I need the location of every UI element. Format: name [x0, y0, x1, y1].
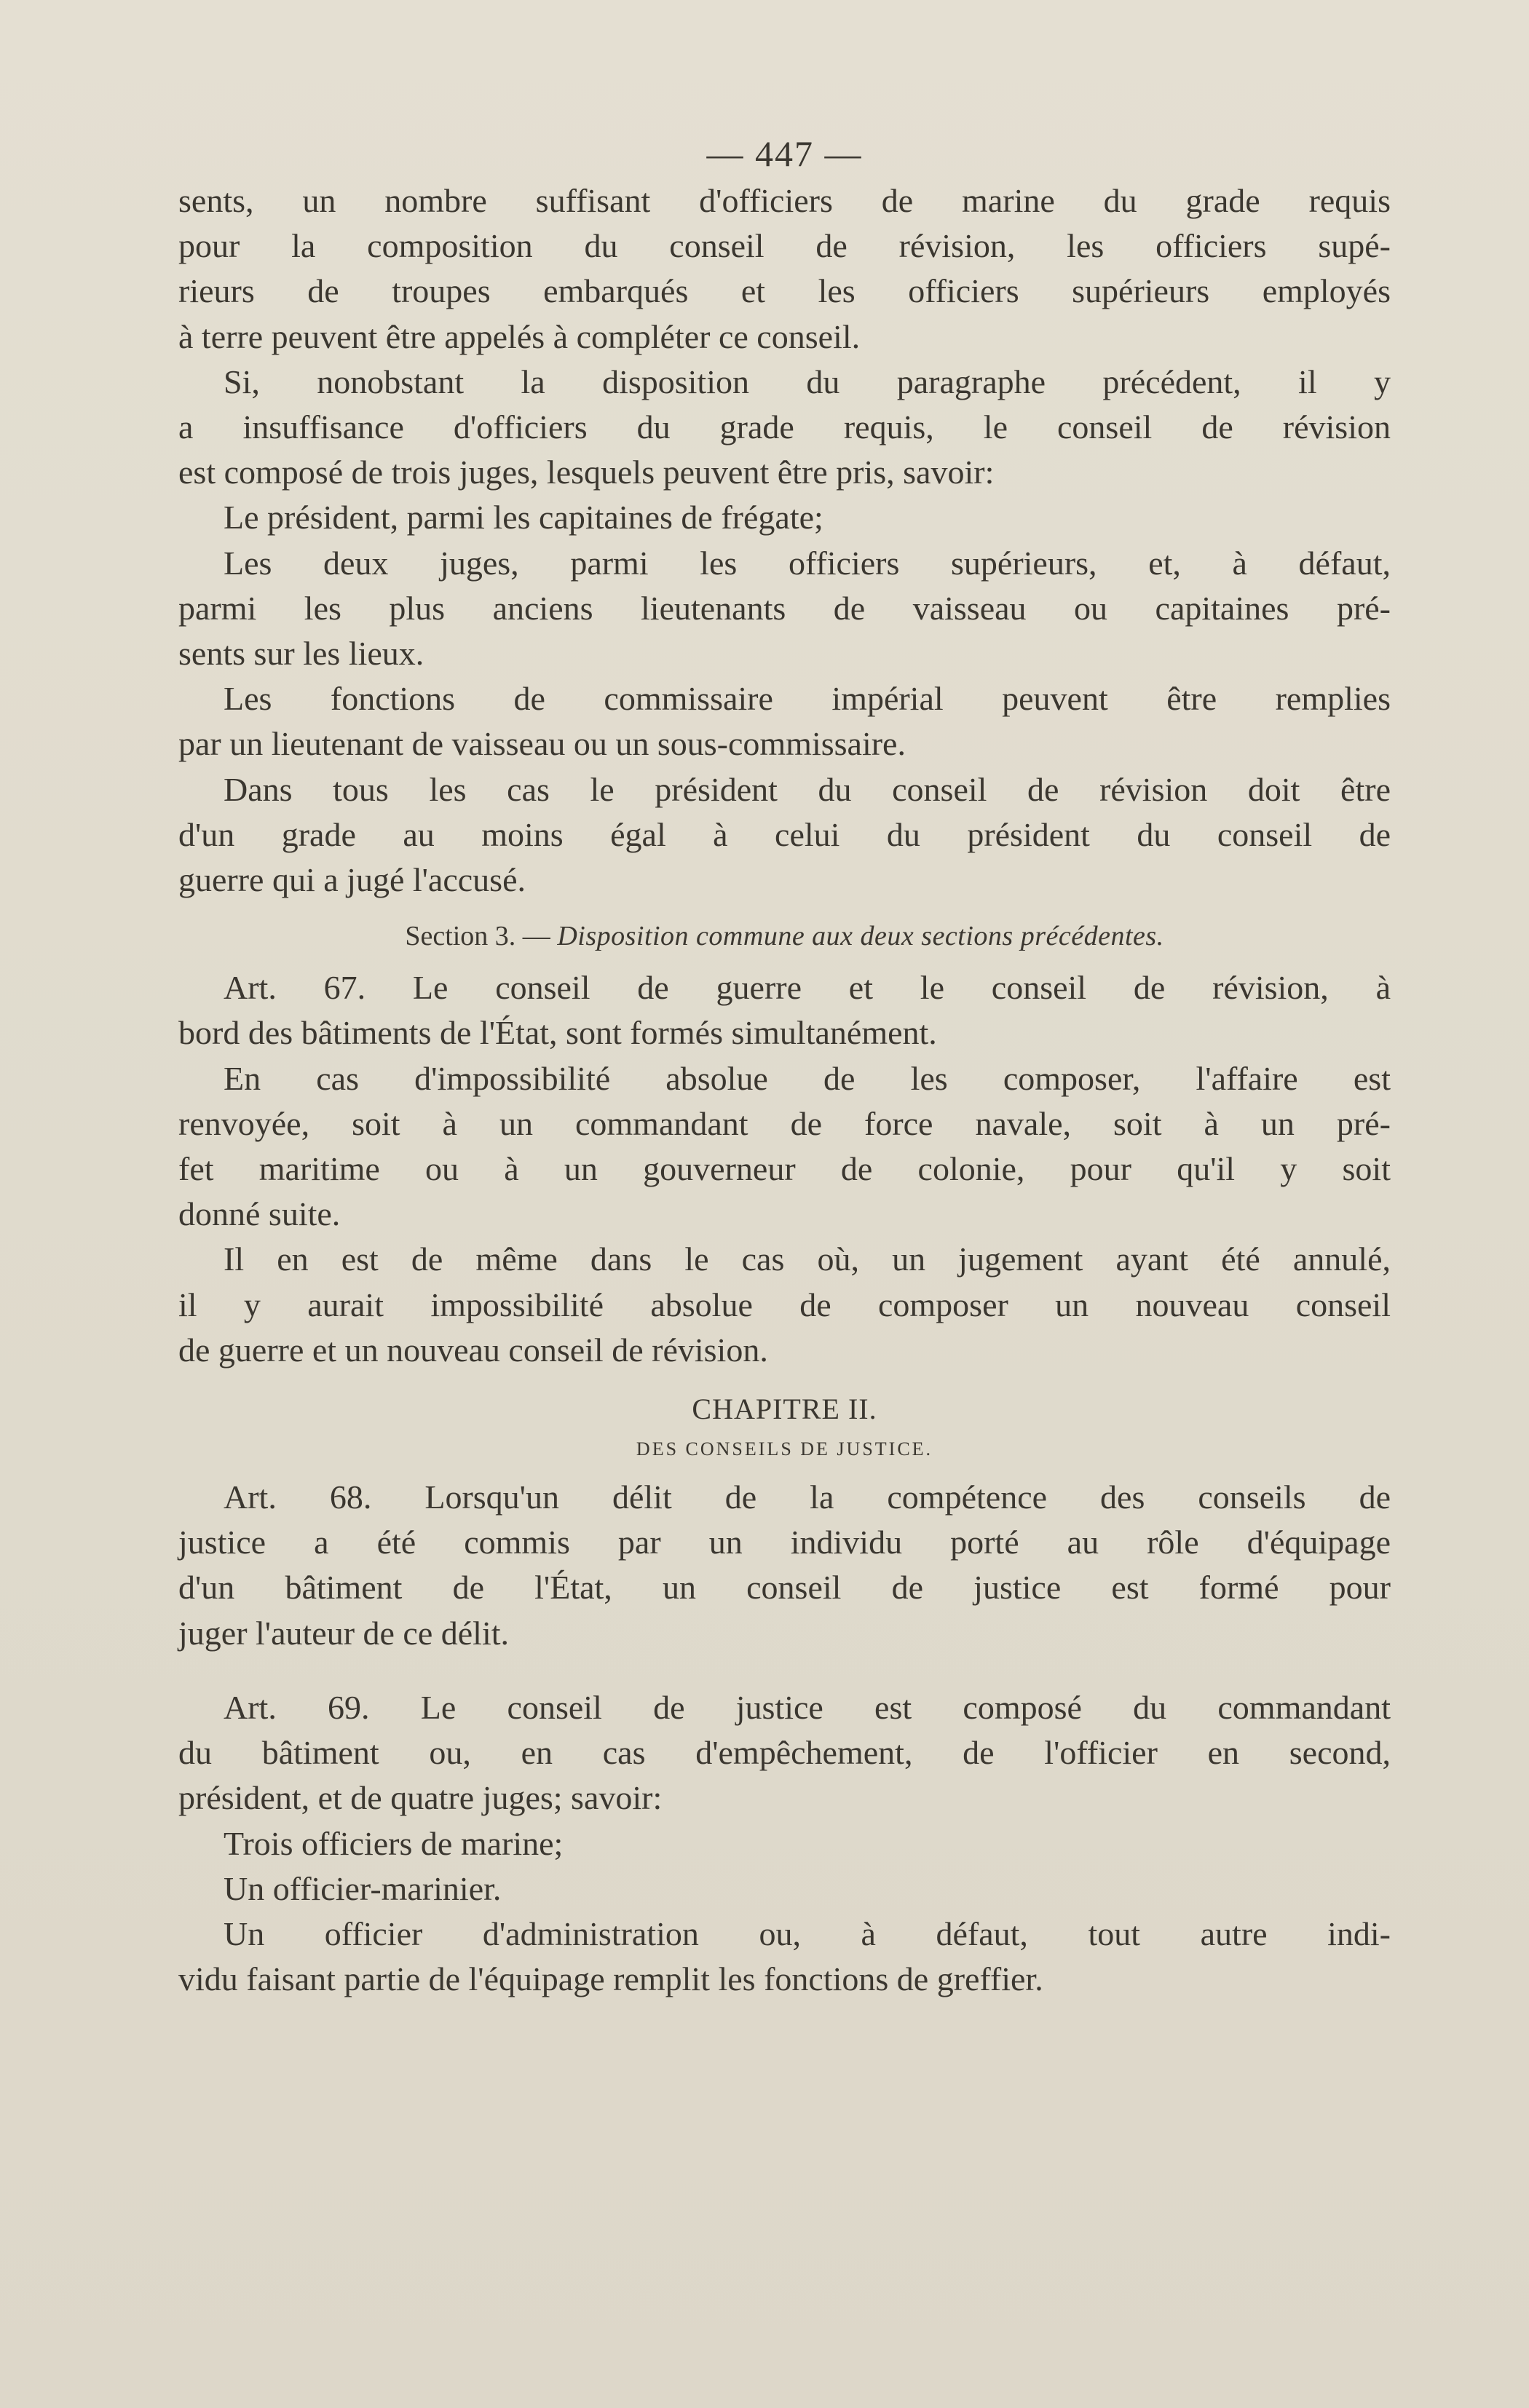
text-line: Il en est de même dans le cas où, un jugement ayant été annulé, — [224, 1240, 1391, 1278]
text-line: Trois officiers de marine; — [224, 1824, 564, 1862]
chapter-title: CHAPITRE II. — [692, 1393, 877, 1426]
text-line: Le président, parmi les capitaines de frégate; — [224, 499, 823, 536]
text-line: a insuffisance d'officiers du grade requis, le conseil de révision — [178, 408, 1391, 446]
text-line: par un lieutenant de vaisseau ou un sous-commissaire. — [178, 725, 906, 763]
text-line: rieurs de troupes embarqués et les officiers supérieurs employés — [178, 272, 1391, 310]
text-block-chapter-a — [178, 1475, 1391, 1656]
text-block-top — [178, 178, 1391, 903]
text-line: juger l'auteur de ce délit. — [178, 1614, 510, 1652]
text-line: à terre peuvent être appelés à compléter ce conseil. — [178, 317, 861, 355]
paragraph-gap — [178, 1656, 1391, 1685]
text-line: donné suite. — [178, 1195, 341, 1233]
text-line: Art. 67. Le conseil de guerre et le conseil de révision, à — [224, 969, 1391, 1007]
text-line: Les deux juges, parmi les officiers supérieurs, et, à défaut, — [224, 544, 1391, 582]
page-number: — 447 — — [706, 133, 863, 174]
text-line: En cas d'impossibilité absolue de les composer, l'affaire est — [224, 1059, 1391, 1097]
text-block-chapter-b — [178, 1685, 1391, 2002]
text-line: du bâtiment ou, en cas d'empêchement, de l'officier en second, — [178, 1734, 1391, 1772]
text-line: parmi les plus anciens lieutenants de vaisseau ou capitaines pré- — [178, 589, 1391, 627]
text-line: Dans tous les cas le président du conseil de révision doit être — [224, 770, 1391, 808]
text-line: de guerre et un nouveau conseil de révision. — [178, 1331, 768, 1369]
text-line: vidu faisant partie de l'équipage remplit les fonctions de greffier. — [178, 1960, 1043, 1998]
text-line: justice a été commis par un individu porté au rôle d'équipage — [178, 1524, 1391, 1561]
text-line: Les fonctions de commissaire impérial peuvent être remplies — [224, 680, 1391, 718]
text-block-section — [178, 965, 1391, 1373]
text-line: sents, un nombre suffisant d'officiers de marine du grade requis — [178, 182, 1391, 219]
text-line: Art. 69. Le conseil de justice est composé du commandant — [224, 1688, 1391, 1726]
text-line: Un officier d'administration ou, à défaut, tout autre indi- — [224, 1914, 1391, 1952]
text-line: sents sur les lieux. — [178, 635, 424, 673]
page-content — [178, 131, 1391, 2002]
text-line: Si, nonobstant la disposition du paragraphe précédent, il y — [224, 363, 1391, 400]
text-line: est composé de trois juges, lesquels peuvent être pris, savoir: — [178, 454, 995, 491]
text-line: guerre qui a jugé l'accusé. — [178, 861, 526, 899]
text-line: Un officier-marinier. — [224, 1869, 502, 1907]
text-line: d'un bâtiment de l'État, un conseil de justice est formé pour — [178, 1569, 1391, 1607]
section-heading — [178, 917, 1391, 955]
text-line: d'un grade au moins égal à celui du président du conseil de — [178, 815, 1391, 853]
text-line: président, et de quatre juges; savoir: — [178, 1779, 663, 1817]
section-heading-prefix: Section 3. — — [405, 921, 558, 952]
text-line: fet maritime ou à un gouverneur de colonie, pour qu'il y soit — [178, 1150, 1391, 1188]
text-line: bord des bâtiments de l'État, sont formés simultanément. — [178, 1014, 937, 1052]
text-line: renvoyée, soit à un commandant de force navale, soit à un pré- — [178, 1104, 1391, 1142]
text-line: il y aurait impossibilité absolue de composer un nouveau conseil — [178, 1286, 1391, 1323]
text-line: Art. 68. Lorsqu'un délit de la compétence des conseils de — [224, 1478, 1391, 1516]
chapter-subtitle: DES CONSEILS DE JUSTICE. — [636, 1438, 933, 1460]
text-line: pour la composition du conseil de révision, les officiers supé- — [178, 227, 1391, 265]
section-heading-title: Disposition commune aux deux sections précédentes. — [557, 921, 1164, 952]
